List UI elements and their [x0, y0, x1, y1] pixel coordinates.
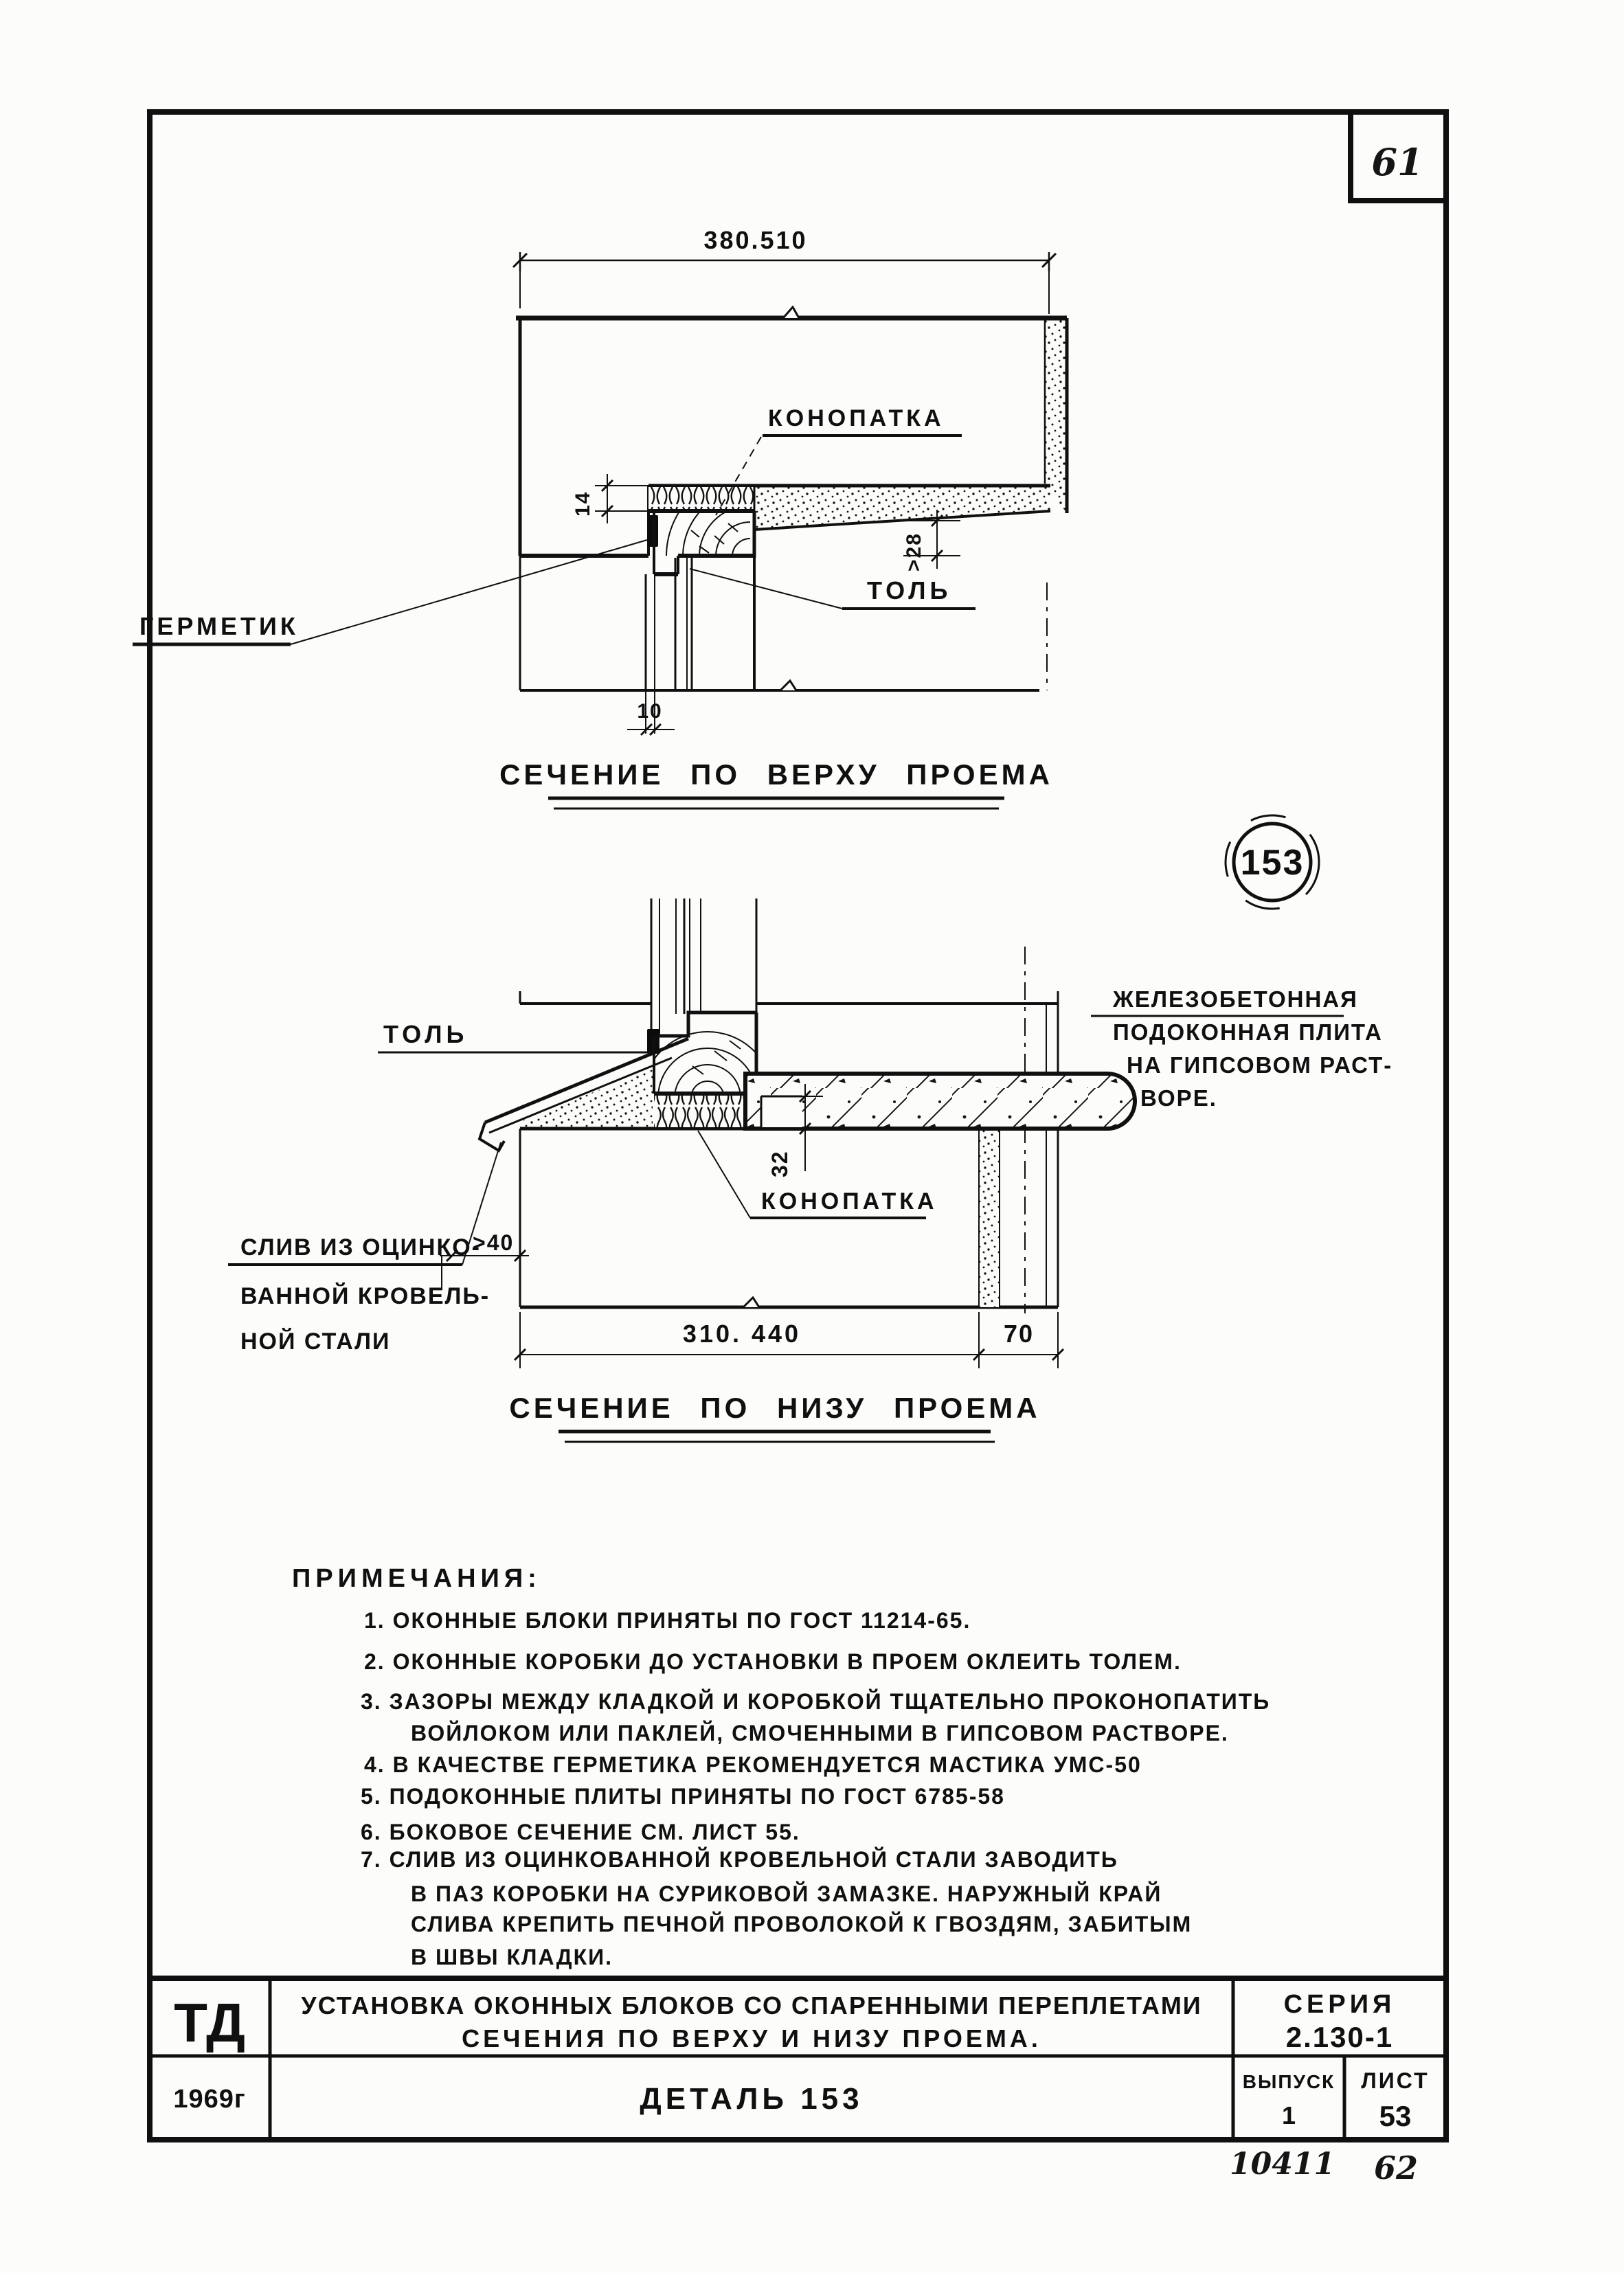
svg-text:ПОДОКОННАЯ ПЛИТА: ПОДОКОННАЯ ПЛИТА [1113, 1019, 1383, 1045]
issue-value: 1 [1281, 2101, 1296, 2129]
dim-40-label: >40 [473, 1230, 515, 1255]
svg-text:НА ГИПСОВОМ РАСТ-: НА ГИПСОВОМ РАСТ- [1127, 1052, 1393, 1078]
note-line: 6. БОКОВОЕ СЕЧЕНИЕ СМ. ЛИСТ 55. [361, 1820, 800, 1844]
series-label: СЕРИЯ [1283, 1990, 1396, 2019]
note-line: В ШВЫ КЛАДКИ. [411, 1945, 613, 1969]
note-line: 7. СЛИВ ИЗ ОЦИНКОВАННОЙ КРОВЕЛЬНОЙ СТАЛИ ЗАВОДИТЬ [361, 1847, 1118, 1872]
top-wall-outline [516, 307, 1067, 690]
top-dim-10 [627, 690, 675, 735]
dim-32-label: 32 [767, 1150, 792, 1177]
note-line: ВОЙЛОКОМ ИЛИ ПАКЛЕЙ, СМОЧЕННЫМИ В ГИПСОВОМ РАСТВОРЕ. [411, 1721, 1229, 1745]
note-line: 5. ПОДОКОННЫЕ ПЛИТЫ ПРИНЯТЫ ПО ГОСТ 6785-58 [361, 1784, 1005, 1809]
issue-label: ВЫПУСК [1242, 2071, 1335, 2092]
svg-text:ВАННОЙ КРОВЕЛЬ-: ВАННОЙ КРОВЕЛЬ- [240, 1283, 490, 1309]
dim-10-label: 10 [637, 700, 663, 723]
detail-badge [1226, 815, 1319, 909]
top-label-felt [690, 569, 975, 609]
corner-number: 61 [1371, 140, 1423, 184]
svg-text:ТОЛЬ: ТОЛЬ [867, 576, 952, 604]
stamp-right: 62 [1374, 2149, 1419, 2186]
svg-text:ВОРЕ.: ВОРЕ. [1140, 1085, 1217, 1111]
note-line: 3. ЗАЗОРЫ МЕЖДУ КЛАДКОЙ И КОРОБКОЙ ТЩАТЕЛЬНО ПРОКОНОПАТИТЬ [361, 1689, 1271, 1714]
year-label: 1969г [173, 2085, 246, 2114]
bottom-label-caulk [698, 1131, 938, 1218]
slab-note [1091, 986, 1392, 1111]
top-caulking [649, 486, 754, 511]
svg-text:СЕЧЕНИЕ ПО НИЗУ ПРОЕМА: СЕЧЕНИЕ ПО НИЗУ ПРОЕМА [509, 1392, 1041, 1424]
bottom-label-felt [378, 1020, 653, 1052]
svg-text:ГЕРМЕТИК: ГЕРМЕТИК [139, 612, 299, 640]
series-value: 2.130-1 [1285, 2021, 1394, 2053]
sheet-label: ЛИСТ [1361, 2068, 1430, 2093]
sheet-title-line1: УСТАНОВКА ОКОННЫХ БЛОКОВ СО СПАРЕННЫМИ ПЕРЕПЛЕТАМИ [301, 1991, 1202, 2020]
top-title [499, 758, 1053, 808]
note-line: В ПАЗ КОРОБКИ НА СУРИКОВОЙ ЗАМАЗКЕ. НАРУЖНЫЙ КРАЙ [411, 1881, 1162, 1906]
svg-text:НОЙ СТАЛИ: НОЙ СТАЛИ [240, 1328, 391, 1355]
dim-width-label: 380.510 [703, 226, 808, 254]
svg-text:СЕЧЕНИЕ ПО ВЕРХУ ПРОЕМА: СЕЧЕНИЕ ПО ВЕРХУ ПРОЕМА [499, 758, 1053, 791]
dim-opening-label: 310. 440 [682, 1320, 802, 1348]
top-dim-14 [572, 474, 649, 523]
bottom-caulking [654, 1096, 745, 1127]
svg-text:СЛИВ ИЗ ОЦИНКО-: СЛИВ ИЗ ОЦИНКО- [240, 1234, 481, 1260]
org-logo: ТД [174, 1992, 245, 2053]
top-sash-lines [646, 558, 754, 690]
bottom-title [509, 1392, 1040, 1442]
sheet-value: 53 [1379, 2100, 1412, 2132]
sill-slab [745, 1074, 1135, 1129]
detail-badge-number: 153 [1240, 843, 1305, 883]
svg-text:ТОЛЬ: ТОЛЬ [383, 1020, 469, 1048]
dim-quarter-label: 70 [1003, 1320, 1035, 1348]
top-section-drawing [133, 226, 1067, 808]
bottom-dim-row [515, 1312, 1063, 1368]
sheet-title-line2: СЕЧЕНИЯ ПО ВЕРХУ И НИЗУ ПРОЕМА. [462, 2024, 1041, 2053]
bottom-section-drawing [228, 898, 1392, 1442]
note-line: СЛИВА КРЕПИТЬ ПЕЧНОЙ ПРОВОЛОКОЙ К ГВОЗДЯМ, ЗАБИТЫМ [411, 1912, 1193, 1936]
detail-label: ДЕТАЛЬ 153 [640, 2082, 864, 2116]
note-line: 2. ОКОННЫЕ КОРОБКИ ДО УСТАНОВКИ В ПРОЕМ ОКЛЕИТЬ ТОЛЕМ. [364, 1649, 1182, 1674]
svg-text:ЖЕЛЕЗОБЕТОННАЯ: ЖЕЛЕЗОБЕТОННАЯ [1113, 986, 1358, 1012]
note-line: 4. В КАЧЕСТВЕ ГЕРМЕТИКА РЕКОМЕНДУЕТСЯ МАСТИКА УМС-50 [364, 1752, 1142, 1777]
dim-14-label: 14 [572, 490, 594, 517]
drip-note [228, 1142, 501, 1355]
title-block [150, 1978, 1446, 2186]
note-line: 1. ОКОННЫЕ БЛОКИ ПРИНЯТЫ ПО ГОСТ 11214-65. [364, 1608, 971, 1633]
dim-28-label: >28 [903, 532, 925, 572]
svg-text:КОНОПАТКА: КОНОПАТКА [768, 405, 945, 431]
svg-text:КОНОПАТКА: КОНОПАТКА [761, 1188, 938, 1214]
top-dim-width [513, 226, 1056, 314]
notes-heading: ПРИМЕЧАНИЯ: [292, 1564, 541, 1593]
stamp-left: 10411 [1230, 2147, 1335, 2182]
notes-block [292, 1564, 1270, 1969]
